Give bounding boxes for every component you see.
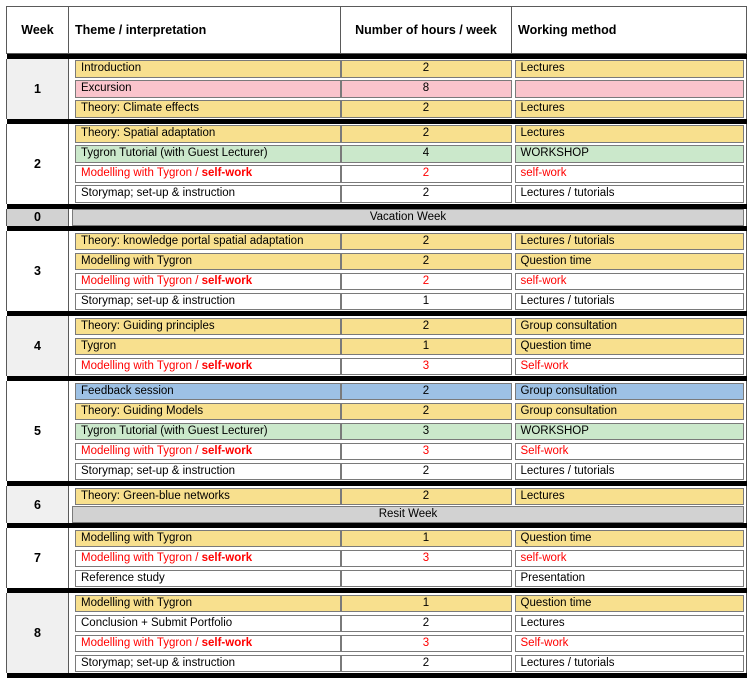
theme-label: Theory: Spatial adaptation [75, 125, 341, 142]
working-method-label: Question time [515, 253, 745, 270]
table-row [7, 528, 747, 548]
theme-cell [69, 381, 341, 401]
hours-cell [341, 486, 512, 506]
table-row [7, 568, 747, 588]
working-method-cell [512, 99, 747, 119]
theme-cell [69, 251, 341, 271]
working-method-cell [512, 79, 747, 99]
working-method-cell [512, 486, 747, 506]
column-header-method: Working method [512, 7, 747, 54]
table-row [7, 316, 747, 336]
working-method-cell [512, 528, 747, 548]
hours-value: 3 [341, 423, 512, 440]
theme-label: Excursion [75, 80, 341, 97]
theme-label: Theory: Guiding Models [75, 403, 341, 420]
working-method-label: Lectures [515, 100, 745, 117]
hours-cell [341, 421, 512, 441]
hours-value: 1 [341, 293, 512, 310]
hours-cell [341, 316, 512, 336]
theme-label: Modelling with Tygron / self-work [75, 443, 341, 460]
working-method-label [515, 80, 745, 97]
theme-cell [69, 336, 341, 356]
working-method-label: Lectures [515, 60, 745, 77]
table-row [7, 291, 747, 311]
table-row [7, 164, 747, 184]
theme-label: Introduction [75, 60, 341, 77]
hours-value: 3 [341, 358, 512, 375]
week-number-cell: 6 [7, 486, 69, 523]
theme-label: Modelling with Tygron [75, 595, 341, 612]
working-method-cell [512, 421, 747, 441]
working-method-label: Question time [515, 595, 745, 612]
theme-label: Tygron Tutorial (with Guest Lecturer) [75, 423, 341, 440]
hours-value: 4 [341, 145, 512, 162]
working-method-label: Lectures [515, 488, 745, 505]
theme-cell [69, 653, 341, 673]
working-method-label: WORKSHOP [515, 423, 745, 440]
working-method-cell [512, 184, 747, 204]
working-method-label: Group consultation [515, 383, 745, 400]
column-header-week: Week [7, 7, 69, 54]
hours-cell [341, 653, 512, 673]
working-method-cell [512, 271, 747, 291]
hours-cell [341, 461, 512, 481]
hours-value: 2 [341, 100, 512, 117]
special-week-label: Vacation Week [72, 209, 744, 226]
theme-label: Reference study [75, 570, 341, 587]
working-method-cell [512, 316, 747, 336]
hours-value: 8 [341, 80, 512, 97]
hours-cell [341, 79, 512, 99]
self-work-emphasis: self-work [202, 275, 253, 287]
theme-label: Feedback session [75, 383, 341, 400]
hours-cell [341, 401, 512, 421]
hours-cell [341, 336, 512, 356]
hours-value: 2 [341, 403, 512, 420]
theme-label: Theory: Climate effects [75, 100, 341, 117]
special-week-cell [69, 506, 747, 523]
working-method-label: Lectures [515, 615, 745, 632]
table-row [7, 184, 747, 204]
hours-cell [341, 184, 512, 204]
special-week-row [7, 506, 747, 523]
theme-label: Modelling with Tygron [75, 253, 341, 270]
working-method-cell [512, 231, 747, 251]
hours-value: 1 [341, 530, 512, 547]
block-separator [7, 673, 747, 678]
theme-cell [69, 316, 341, 336]
working-method-label: Lectures / tutorials [515, 233, 745, 250]
hours-value: 3 [341, 635, 512, 652]
theme-cell [69, 79, 341, 99]
theme-cell [69, 231, 341, 251]
table-row [7, 401, 747, 421]
theme-cell [69, 633, 341, 653]
hours-cell [341, 144, 512, 164]
working-method-label: Self-work [515, 443, 745, 460]
theme-cell [69, 548, 341, 568]
hours-cell [341, 381, 512, 401]
hours-value: 2 [341, 60, 512, 77]
working-method-label: Lectures / tutorials [515, 655, 745, 672]
table-row [7, 99, 747, 119]
hours-cell [341, 633, 512, 653]
theme-cell [69, 461, 341, 481]
hours-cell [341, 613, 512, 633]
working-method-cell [512, 381, 747, 401]
hours-value: 2 [341, 125, 512, 142]
theme-cell [69, 164, 341, 184]
hours-cell [341, 231, 512, 251]
working-method-label: WORKSHOP [515, 145, 745, 162]
theme-cell [69, 528, 341, 548]
theme-label: Tygron [75, 338, 341, 355]
hours-value: 2 [341, 165, 512, 182]
theme-label: Conclusion + Submit Portfolio [75, 615, 341, 632]
theme-cell [69, 401, 341, 421]
working-method-cell [512, 568, 747, 588]
theme-cell [69, 271, 341, 291]
table-row [7, 336, 747, 356]
special-week-label: Resit Week [72, 506, 744, 523]
hours-value: 1 [341, 595, 512, 612]
working-method-label: Question time [515, 530, 745, 547]
working-method-cell [512, 144, 747, 164]
column-header-theme: Theme / interpretation [69, 7, 341, 54]
hours-value: 2 [341, 185, 512, 202]
table-row [7, 231, 747, 251]
theme-label: Theory: Guiding principles [75, 318, 341, 335]
hours-value: 1 [341, 338, 512, 355]
working-method-label: Presentation [515, 570, 745, 587]
theme-label: Theory: Green-blue networks [75, 488, 341, 505]
column-header-hours: Number of hours / week [341, 7, 512, 54]
course-schedule-table [6, 6, 747, 678]
hours-cell [341, 99, 512, 119]
theme-label: Tygron Tutorial (with Guest Lecturer) [75, 145, 341, 162]
working-method-cell [512, 593, 747, 613]
table-row [7, 59, 747, 79]
block-separator-bar [7, 673, 747, 678]
working-method-label: Group consultation [515, 318, 745, 335]
table-row [7, 421, 747, 441]
hours-cell [341, 593, 512, 613]
theme-cell [69, 99, 341, 119]
table-row [7, 613, 747, 633]
hours-value: 2 [341, 383, 512, 400]
self-work-emphasis: self-work [202, 167, 253, 179]
working-method-label: Lectures / tutorials [515, 463, 745, 480]
working-method-cell [512, 336, 747, 356]
working-method-cell [512, 633, 747, 653]
theme-label: Modelling with Tygron / self-work [75, 165, 341, 182]
working-method-label: self-work [515, 165, 745, 182]
hours-cell [341, 528, 512, 548]
working-method-label: Lectures [515, 125, 745, 142]
week-number-cell: 7 [7, 528, 69, 588]
theme-cell [69, 486, 341, 506]
working-method-label: Lectures / tutorials [515, 293, 745, 310]
hours-cell [341, 124, 512, 144]
hours-value: 2 [341, 488, 512, 505]
hours-value: 2 [341, 615, 512, 632]
hours-value: 2 [341, 318, 512, 335]
hours-cell [341, 251, 512, 271]
theme-cell [69, 568, 341, 588]
working-method-label: Self-work [515, 358, 745, 375]
working-method-cell [512, 251, 747, 271]
week-number-cell: 3 [7, 231, 69, 311]
working-method-cell [512, 59, 747, 79]
theme-label: Storymap; set-up & instruction [75, 293, 341, 310]
working-method-label: Self-work [515, 635, 745, 652]
working-method-cell [512, 653, 747, 673]
theme-cell [69, 124, 341, 144]
working-method-cell [512, 291, 747, 311]
theme-label: Modelling with Tygron / self-work [75, 273, 341, 290]
theme-cell [69, 441, 341, 461]
theme-cell [69, 291, 341, 311]
week-number-cell: 8 [7, 593, 69, 673]
table-row [7, 441, 747, 461]
table-row [7, 79, 747, 99]
table-header-row [7, 7, 747, 54]
working-method-cell [512, 164, 747, 184]
working-method-cell [512, 461, 747, 481]
working-method-cell [512, 356, 747, 376]
theme-label: Storymap; set-up & instruction [75, 655, 341, 672]
table-row [7, 381, 747, 401]
working-method-cell [512, 441, 747, 461]
theme-cell [69, 613, 341, 633]
special-week-cell [69, 209, 747, 226]
theme-cell [69, 144, 341, 164]
table-row [7, 461, 747, 481]
week-number-cell: 2 [7, 124, 69, 204]
table-row [7, 144, 747, 164]
table-row [7, 653, 747, 673]
theme-label: Storymap; set-up & instruction [75, 463, 341, 480]
hours-cell [341, 441, 512, 461]
working-method-cell [512, 401, 747, 421]
table-row [7, 271, 747, 291]
hours-value: 2 [341, 273, 512, 290]
hours-cell [341, 59, 512, 79]
theme-label: Modelling with Tygron / self-work [75, 358, 341, 375]
hours-value: 3 [341, 443, 512, 460]
theme-label: Theory: knowledge portal spatial adaptation [75, 233, 341, 250]
theme-cell [69, 421, 341, 441]
working-method-label: self-work [515, 550, 745, 567]
working-method-cell [512, 548, 747, 568]
working-method-label: Lectures / tutorials [515, 185, 745, 202]
hours-cell [341, 291, 512, 311]
hours-value: 2 [341, 655, 512, 672]
theme-label: Storymap; set-up & instruction [75, 185, 341, 202]
table-row [7, 124, 747, 144]
working-method-cell [512, 124, 747, 144]
theme-cell [69, 184, 341, 204]
table-row [7, 593, 747, 613]
working-method-label: self-work [515, 273, 745, 290]
table-row [7, 356, 747, 376]
theme-cell [69, 593, 341, 613]
hours-value: 2 [341, 253, 512, 270]
theme-label: Modelling with Tygron [75, 530, 341, 547]
hours-value: 2 [341, 463, 512, 480]
table-row [7, 251, 747, 271]
hours-cell [341, 164, 512, 184]
theme-label: Modelling with Tygron / self-work [75, 635, 341, 652]
hours-cell [341, 356, 512, 376]
week-number-cell: 5 [7, 381, 69, 481]
hours-value: 2 [341, 233, 512, 250]
week-number-cell: 4 [7, 316, 69, 376]
theme-cell [69, 59, 341, 79]
theme-cell [69, 356, 341, 376]
working-method-label: Question time [515, 338, 745, 355]
working-method-cell [512, 613, 747, 633]
hours-cell [341, 548, 512, 568]
special-week-row [7, 209, 747, 226]
week-number-cell: 0 [7, 209, 69, 226]
self-work-emphasis: self-work [202, 637, 253, 649]
table-body [7, 54, 747, 678]
working-method-label: Group consultation [515, 403, 745, 420]
self-work-emphasis: self-work [202, 445, 253, 457]
hours-value [341, 570, 512, 587]
hours-value: 3 [341, 550, 512, 567]
hours-cell [341, 568, 512, 588]
self-work-emphasis: self-work [202, 552, 253, 564]
theme-label: Modelling with Tygron / self-work [75, 550, 341, 567]
table-row [7, 486, 747, 506]
table-row [7, 548, 747, 568]
hours-cell [341, 271, 512, 291]
self-work-emphasis: self-work [202, 360, 253, 372]
table-row [7, 633, 747, 653]
week-number-cell: 1 [7, 59, 69, 119]
